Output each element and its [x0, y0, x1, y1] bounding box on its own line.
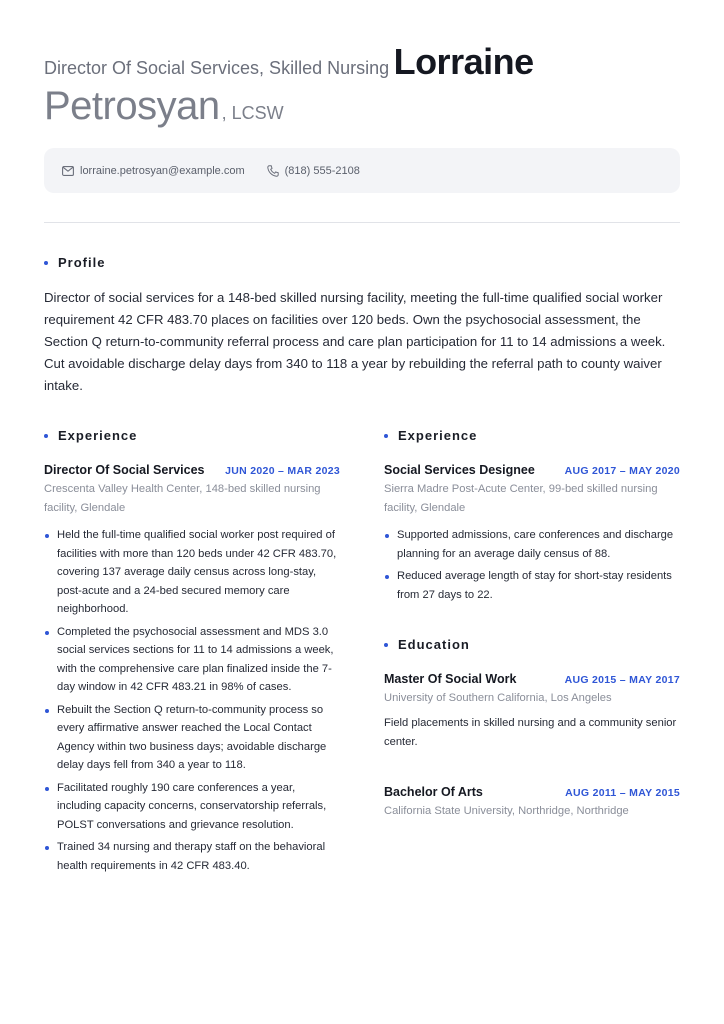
experience-heading-label: Experience: [58, 428, 138, 443]
mail-icon: [62, 166, 74, 176]
education-entry: [384, 672, 680, 751]
list-item: Trained 34 nursing and therapy staff on the behavioral health requirements in 42 CFR 483.40.: [44, 838, 340, 875]
job-organization: Crescenta Valley Health Center, 148-bed skilled nursing facility, Glendale: [44, 483, 321, 514]
first-name: Lorraine: [393, 41, 534, 82]
credential: , LCSW: [221, 103, 284, 123]
job-role: Director Of Social Services, Skilled Nursing: [44, 58, 390, 78]
phone-icon: [267, 165, 279, 177]
list-item: Completed the psychosocial assessment and MDS 3.0 social services sections for 11 to 14 admissions a week, with the comprehensive care plan finalized inside the 7-day window in 42 CFR 483.21 in 98% of cases.: [44, 623, 340, 697]
education-heading-label: Education: [398, 637, 470, 652]
school-name: University of Southern California, Los Angeles: [384, 692, 612, 704]
bullet-dot: [44, 261, 48, 265]
bullet-dot: [44, 434, 48, 438]
job-dates: JUN 2020 – MAR 2023: [225, 465, 340, 477]
experience-entry-right: [384, 463, 680, 608]
education-dates: AUG 2011 – MAY 2015: [565, 787, 680, 799]
last-name: Petrosyan: [44, 84, 220, 128]
list-item: Supported admissions, care conferences and discharge planning for an average daily census of 88.: [384, 526, 680, 563]
education-entry: [384, 785, 680, 821]
job-organization: Sierra Madre Post-Acute Center, 99-bed skilled nursing facility, Glendale: [384, 483, 658, 514]
degree-title: Master Of Social Work: [384, 672, 517, 686]
list-item: Reduced average length of stay for short-stay residents from 27 days to 22.: [384, 567, 680, 604]
job-title: Director Of Social Services: [44, 463, 205, 477]
list-item: Facilitated roughly 190 care conferences a year, including capacity concerns, conservatorship referrals, POLST conversations and grievance resolution.: [44, 779, 340, 835]
experience-heading-label: Experience: [398, 428, 478, 443]
job-bullets: [384, 526, 680, 604]
list-item: Held the full-time qualified social worker post required of facilities with more than 120 beds under 42 CFR 483.70, covering 137 average daily census across long-stay, post-acute and a 24-bed secured memory care neighborhood.: [44, 526, 340, 619]
resume-header: [44, 42, 684, 132]
phone-text: (818) 555-2108: [284, 164, 360, 177]
education-dates: AUG 2015 – MAY 2017: [564, 674, 680, 686]
header-divider: [44, 222, 680, 223]
contact-bar: [44, 148, 680, 193]
job-dates: AUG 2017 – MAY 2020: [564, 465, 680, 477]
phone-contact[interactable]: [267, 165, 360, 177]
profile-heading-label: Profile: [58, 255, 106, 270]
degree-title: Bachelor Of Arts: [384, 785, 483, 799]
email-contact[interactable]: [62, 165, 245, 177]
experience-heading-left: [44, 428, 137, 443]
education-note: Field placements in skilled nursing and a community senior center.: [384, 717, 677, 748]
experience-entry-left: [44, 463, 340, 879]
list-item: Rebuilt the Section Q return-to-community process so every affirmative answer reached the Local Contact Agency within two business days; avoidable discharge delay days fell from 340 a year to 118.: [44, 701, 340, 775]
education-heading: [384, 637, 470, 652]
job-bullets: [44, 526, 340, 875]
profile-summary: Director of social services for a 148-bed skilled nursing facility, meeting the full-time qualified social worker requirement 42 CFR 483.70 places on facilities over 120 beds. Own the psychosocial assessment, the Section Q return-to-community referral process and care plan participation for 11 to 14 admissions a week. Cut avoidable discharge delay days from 340 to 118 a year by rebuilding the referral path to county waiver intake.: [44, 290, 666, 393]
school-name: California State University, Northridge, Northridge: [384, 805, 629, 817]
email-text: lorraine.petrosyan@example.com: [80, 164, 245, 177]
bullet-dot: [384, 643, 388, 647]
experience-heading-right: [384, 428, 477, 443]
bullet-dot: [384, 434, 388, 438]
profile-heading: [44, 255, 105, 270]
job-title: Social Services Designee: [384, 463, 535, 477]
